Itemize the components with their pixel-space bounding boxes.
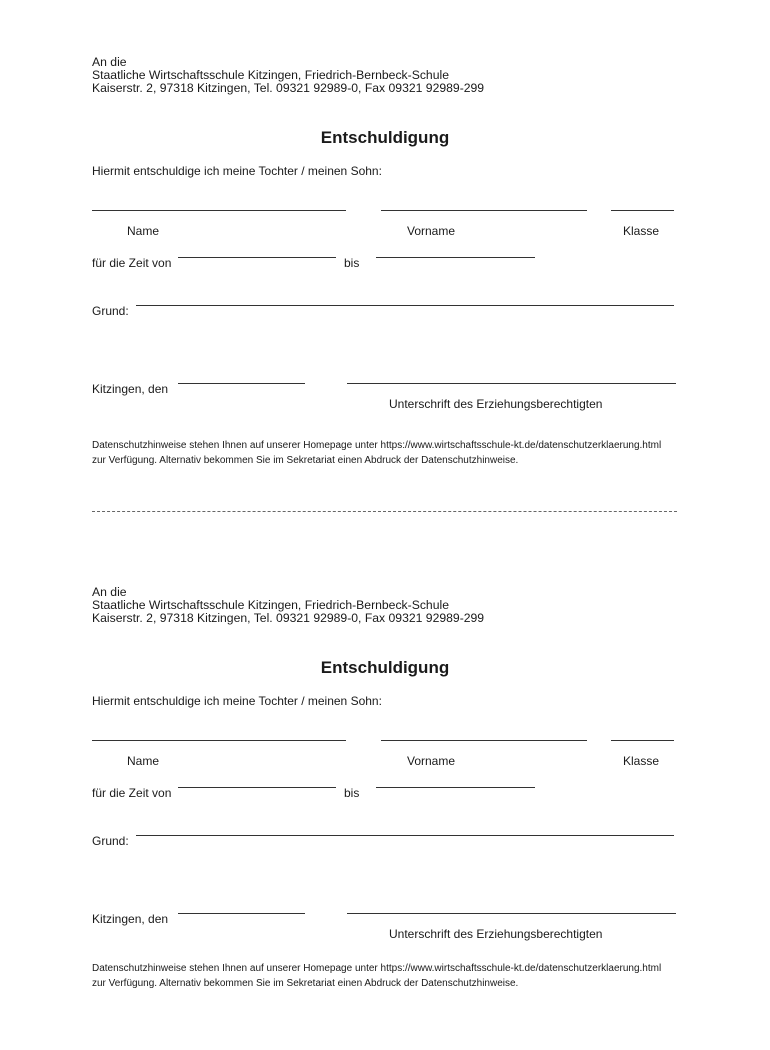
address-line-3: Kaiserstr. 2, 97318 Kitzingen, Tel. 09321 92989-0, Fax 09321 92989-299 [92, 611, 485, 625]
vorname-label: Vorname [407, 224, 456, 238]
excuse-form-bottom [0, 530, 770, 1050]
grund-label: Grund: [92, 304, 129, 318]
klasse-input-line[interactable] [611, 210, 674, 211]
bis-input-line[interactable] [376, 787, 535, 788]
form-title: Entschuldigung [320, 658, 450, 677]
bis-label: bis [344, 256, 360, 270]
signature-input-line[interactable] [347, 383, 676, 384]
zeit-von-input-line[interactable] [178, 257, 336, 258]
vorname-input-line[interactable] [381, 740, 587, 741]
privacy-note-line-1: Datenschutzhinweise stehen Ihnen auf unserer Homepage unter https://www.wirtschaftsschule-kt.de/datenschutzerklaerung.html [92, 963, 662, 974]
intro-text: Hiermit entschuldige ich meine Tochter / meinen Sohn: [92, 164, 382, 178]
signature-input-line[interactable] [347, 913, 676, 914]
klasse-label: Klasse [623, 224, 660, 238]
zeit-von-label: für die Zeit von [92, 786, 172, 800]
zeit-von-input-line[interactable] [178, 787, 336, 788]
privacy-note-line-1: Datenschutzhinweise stehen Ihnen auf unserer Homepage unter https://www.wirtschaftsschule-kt.de/datenschutzerklaerung.html [92, 440, 662, 451]
bis-label: bis [344, 786, 360, 800]
ort-datum-label: Kitzingen, den [92, 912, 169, 926]
name-label: Name [127, 224, 160, 238]
zeit-von-label: für die Zeit von [92, 256, 172, 270]
klasse-label: Klasse [623, 754, 660, 768]
excuse-form-top [0, 0, 770, 520]
privacy-note-line-2: zur Verfügung. Alternativ bekommen Sie im Sekretariat einen Abdruck der Datenschutzhinweise. [92, 978, 519, 989]
intro-text: Hiermit entschuldige ich meine Tochter / meinen Sohn: [92, 694, 382, 708]
datum-input-line[interactable] [178, 383, 305, 384]
signature-label: Unterschrift des Erziehungsberechtigten [389, 927, 603, 941]
name-input-line[interactable] [92, 740, 346, 741]
grund-input-line[interactable] [136, 305, 674, 306]
bis-input-line[interactable] [376, 257, 535, 258]
signature-label: Unterschrift des Erziehungsberechtigten [389, 397, 603, 411]
address-line-1: An die [92, 55, 127, 69]
name-label: Name [127, 754, 160, 768]
address-line-3: Kaiserstr. 2, 97318 Kitzingen, Tel. 09321 92989-0, Fax 09321 92989-299 [92, 81, 485, 95]
address-line-2: Staatliche Wirtschaftsschule Kitzingen, Friedrich-Bernbeck-Schule [92, 598, 449, 612]
grund-label: Grund: [92, 834, 129, 848]
vorname-input-line[interactable] [381, 210, 587, 211]
address-line-2: Staatliche Wirtschaftsschule Kitzingen, Friedrich-Bernbeck-Schule [92, 68, 449, 82]
ort-datum-label: Kitzingen, den [92, 382, 169, 396]
form-title: Entschuldigung [320, 128, 450, 147]
grund-input-line[interactable] [136, 835, 674, 836]
vorname-label: Vorname [407, 754, 456, 768]
klasse-input-line[interactable] [611, 740, 674, 741]
cut-line [92, 511, 677, 512]
name-input-line[interactable] [92, 210, 346, 211]
address-line-1: An die [92, 585, 127, 599]
privacy-note-line-2: zur Verfügung. Alternativ bekommen Sie im Sekretariat einen Abdruck der Datenschutzhinweise. [92, 455, 519, 466]
datum-input-line[interactable] [178, 913, 305, 914]
